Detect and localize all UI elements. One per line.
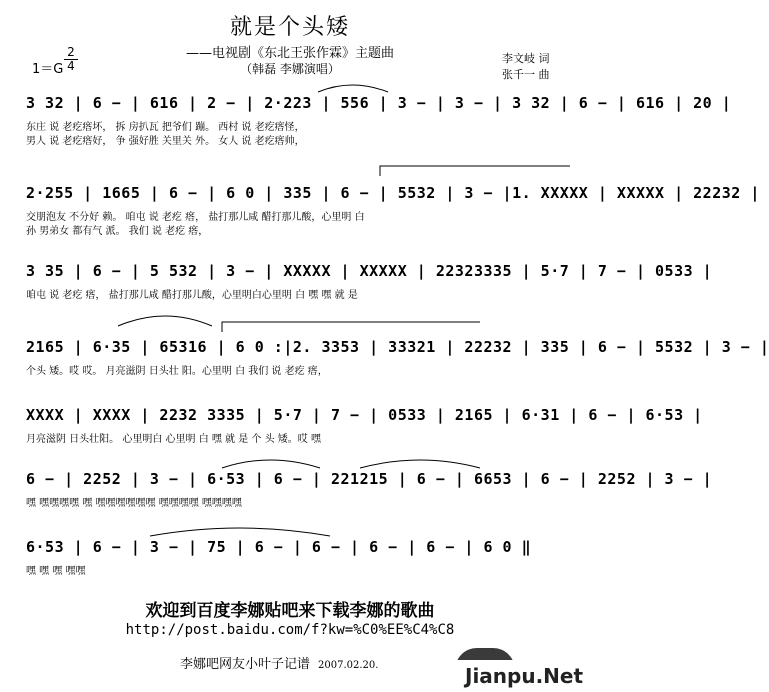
score-system-5-lyrics: 月亮滋阴 日头壮阳。 心里明白 心里明 白 嘿 就 是 个 头 矮。哎 嘿 [26, 434, 321, 445]
score-system-3-lyrics: 咱屯 说 老疙 瘩， 盐打那儿咸 醋打那儿酸，心里明白心里明 白 嘿 嘿 就 是 [26, 290, 358, 301]
transcribe-date: 2007.02.20. [318, 660, 379, 671]
download-invitation: 欢迎到百度李娜贴吧来下载李娜的歌曲 [145, 601, 435, 621]
song-subtitle: ——电视剧《东北王张作霖》主题曲 [185, 46, 394, 61]
score-system-2-notes: 2·255 | 1665 | 6 − | 6 0 | 335 | 6 − | 5532 | 3 − |1. XXXXX | XXXXX | 22232 | [26, 184, 760, 202]
singers-line: （韩磊 李娜演唱） [240, 62, 340, 76]
score-system-6-notes: 6 − | 2252 | 3 − | 6·53 | 6 − | 221215 | 6 − | 6653 | 6 − | 2252 | 3 − | [26, 470, 713, 488]
score-system-2-lyrics-1: 交朋泡友 不分好 赖。 咱屯 说 老疙 瘩， 盐打那儿咸 醋打那儿酸，心里明 白 [26, 212, 365, 223]
score-system-7-lyrics: 嘿 嘿 嘿 嘿嘿 [26, 566, 86, 577]
score-system-4-notes: 2165 | 6·35 | 65316 | 6 0 :|2. 3353 | 33321 | 22232 | 335 | 6 − | 5532 | 3 − | [26, 338, 769, 356]
score-system-4-lyrics: 个头 矮。哎 哎。 月亮滋阴 日头壮 阳。心里明 白 我们 说 老疙 瘩， [26, 366, 328, 377]
transcriber-name: 李娜吧网友小叶子记谱 [180, 657, 311, 672]
time-signature-top: 2 [67, 45, 75, 59]
score-system-6-lyrics: 嘿 嘿嘿嘿嘿 嘿 嘿嘿嘿嘿嘿嘿 嘿嘿嘿嘿 嘿嘿嘿嘿 [26, 498, 242, 509]
score-system-3-notes: 3 35 | 6 − | 5 532 | 3 − | XXXXX | XXXXX | 22323335 | 5·7 | 7 − | 0533 | [26, 262, 713, 280]
time-signature-bottom: 4 [64, 59, 78, 73]
song-title: 就是个头矮 [229, 15, 350, 40]
score-system-2-lyrics-2: 孙 男弟女 都有气 派。 我们 说 老疙 瘩， [26, 226, 209, 237]
score-system-7-notes: 6·53 | 6 − | 3 − | 75 | 6 − | 6 − | 6 − | 6 − | 6 0 ‖ [26, 538, 532, 556]
site-watermark: Jianpu.Net [465, 664, 584, 688]
score-system-1-lyrics-1: 东庄 说 老疙瘩坏， 拆 房扒瓦 把爷们 蹦。 西村 说 老疙瘩怪， [26, 122, 305, 133]
transcriber-line [180, 653, 378, 672]
score-system-5-notes: XXXX | XXXX | 2232 3335 | 5·7 | 7 − | 0533 | 2165 | 6·31 | 6 − | 6·53 | [26, 406, 703, 424]
download-url[interactable]: http://post.baidu.com/f?kw=%C0%EE%C4%C8 [125, 622, 455, 638]
composer-credit: 张千一 曲 [502, 68, 550, 81]
key-signature: 1＝G [32, 62, 64, 77]
score-system-1-notes: 3 32 | 6 − | 616 | 2 − | 2·223 | 556 | 3 − | 3 − | 3 32 | 6 − | 616 | 20 | [26, 94, 732, 112]
lyricist-credit: 李文岐 词 [502, 52, 550, 65]
score-system-1-lyrics-2: 男人 说 老疙瘩好， 争 强好胜 关里关 外。 女人 说 老疙瘩帅， [26, 136, 305, 147]
